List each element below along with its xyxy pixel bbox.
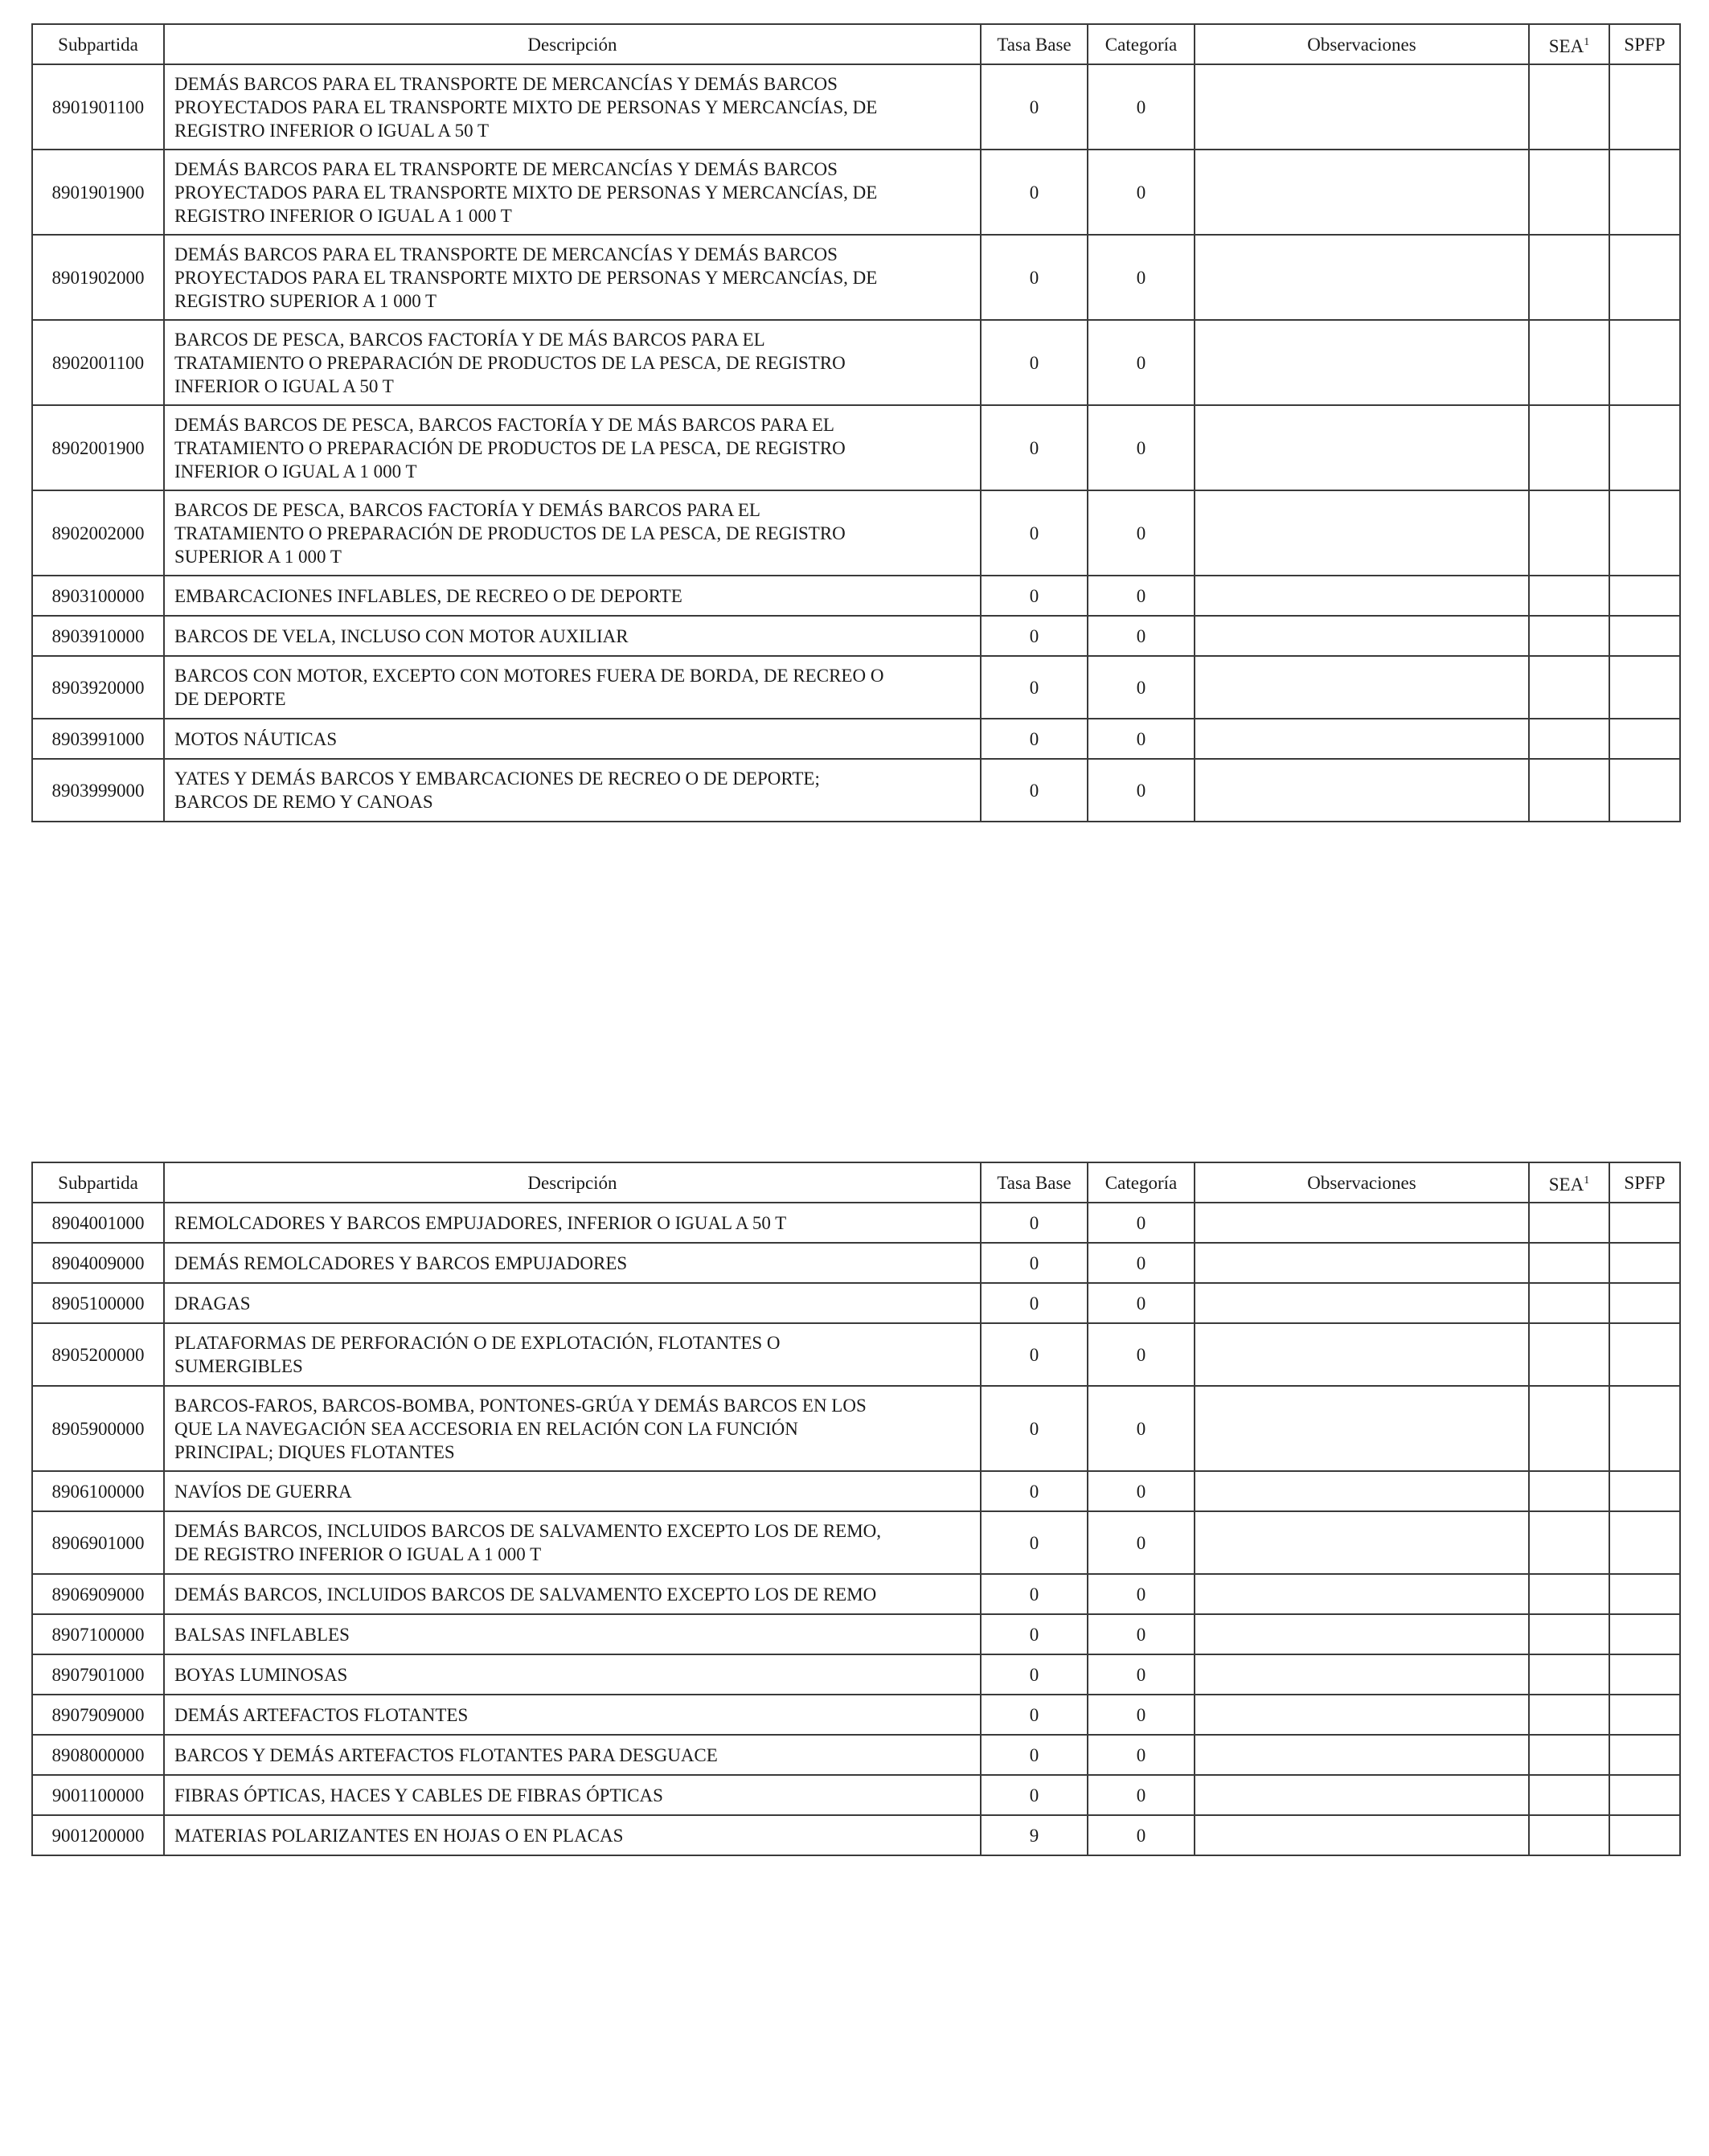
spfp-cell [1609,759,1680,822]
spfp-cell [1609,1386,1680,1471]
spfp-cell [1609,150,1680,235]
table-row [32,150,1680,235]
descripcion-cell [164,1471,981,1511]
subpartida-cell: 8906901000 [32,1511,164,1574]
tasa-base-cell: 0 [981,576,1088,616]
sea-label: SEA [1548,1174,1584,1195]
categoria-cell: 0 [1088,1283,1195,1323]
categoria-cell: 0 [1088,1323,1195,1386]
descripcion-line: QUE LA NAVEGACIÓN SEA ACCESORIA EN RELACIÓN CON LA FUNCIÓN [174,1418,798,1439]
observaciones-cell [1195,1471,1529,1511]
descripcion-cell [164,490,981,576]
descripcion-cell [164,576,981,616]
descripcion-line: DEMÁS BARCOS DE PESCA, BARCOS FACTORÍA Y DE MÁS BARCOS PARA EL [174,414,834,435]
descripcion-line: YATES Y DEMÁS BARCOS Y EMBARCACIONES DE RECREO O DE DEPORTE; [174,769,820,789]
sea-cell [1529,656,1609,719]
descripcion-line: PROYECTADOS PARA EL TRANSPORTE MIXTO DE PERSONAS Y MERCANCÍAS, DE [174,267,878,288]
table-row [32,1735,1680,1775]
subpartida-cell: 8903999000 [32,759,164,822]
observaciones-cell [1195,150,1529,235]
observaciones-cell [1195,1203,1529,1243]
spfp-cell [1609,1654,1680,1695]
sea-cell [1529,1511,1609,1574]
tasa-base-cell: 9 [981,1815,1088,1855]
table-row [32,719,1680,759]
categoria-cell: 0 [1088,490,1195,576]
descripcion-cell [164,616,981,656]
sea-cell [1529,576,1609,616]
sea-cell [1529,1386,1609,1471]
sea-cell [1529,759,1609,822]
table-row [32,1386,1680,1471]
subpartida-cell: 8902001900 [32,405,164,490]
observaciones-cell [1195,1323,1529,1386]
descripcion-line: REGISTRO INFERIOR O IGUAL A 1 000 T [174,205,512,226]
subpartida-cell: 8907100000 [32,1614,164,1654]
categoria-cell: 0 [1088,1735,1195,1775]
descripcion-line: DRAGAS [174,1293,251,1314]
table-row [32,1695,1680,1735]
sea-cell [1529,405,1609,490]
descripcion-cell [164,759,981,822]
sea-footnote-marker: 1 [1584,1174,1590,1187]
descripcion-line: BALSAS INFLABLES [174,1624,350,1645]
table-row [32,64,1680,150]
tasa-base-cell: 0 [981,1323,1088,1386]
descripcion-line: DEMÁS REMOLCADORES Y BARCOS EMPUJADORES [174,1252,628,1273]
descripcion-line: PRINCIPAL; DIQUES FLOTANTES [174,1441,455,1462]
sea-cell [1529,235,1609,320]
descripcion-line: DE DEPORTE [174,689,286,709]
descripcion-line: DEMÁS BARCOS PARA EL TRANSPORTE DE MERCANCÍAS Y DEMÁS BARCOS [174,244,838,264]
descripcion-cell [164,1283,981,1323]
header-row [32,1162,1680,1203]
descripcion-line: MOTOS NÁUTICAS [174,728,338,749]
observaciones-cell [1195,320,1529,405]
categoria-cell: 0 [1088,150,1195,235]
observaciones-cell [1195,1511,1529,1574]
table-row [32,490,1680,576]
spfp-cell [1609,576,1680,616]
spfp-cell [1609,719,1680,759]
tasa-base-cell: 0 [981,1735,1088,1775]
spfp-cell [1609,405,1680,490]
tasa-base-cell: 0 [981,1243,1088,1283]
tariff-table-1 [31,23,1681,822]
descripcion-cell [164,1386,981,1471]
descripcion-cell [164,719,981,759]
tasa-base-cell: 0 [981,1775,1088,1815]
spfp-cell [1609,1614,1680,1654]
col-header-observaciones: Observaciones [1195,1162,1529,1203]
subpartida-cell: 8907909000 [32,1695,164,1735]
sea-cell [1529,719,1609,759]
descripcion-line: DEMÁS ARTEFACTOS FLOTANTES [174,1704,469,1725]
observaciones-cell [1195,1614,1529,1654]
sea-cell [1529,1574,1609,1614]
descripcion-cell [164,1775,981,1815]
subpartida-cell: 8901901100 [32,64,164,150]
col-header-spfp: SPFP [1609,1162,1680,1203]
descripcion-line: PLATAFORMAS DE PERFORACIÓN O DE EXPLOTACIÓN, FLOTANTES O [174,1333,781,1353]
categoria-cell: 0 [1088,1775,1195,1815]
categoria-cell: 0 [1088,1511,1195,1574]
subpartida-cell: 8902001100 [32,320,164,405]
sea-footnote-marker: 1 [1584,36,1590,48]
categoria-cell: 0 [1088,1695,1195,1735]
subpartida-cell: 8906100000 [32,1471,164,1511]
spfp-cell [1609,1695,1680,1735]
col-header-categoria: Categoría [1088,1162,1195,1203]
subpartida-cell: 9001100000 [32,1775,164,1815]
subpartida-cell: 8907901000 [32,1654,164,1695]
descripcion-line: EMBARCACIONES INFLABLES, DE RECREO O DE DEPORTE [174,585,682,606]
col-header-tasa-base: Tasa Base [981,24,1088,64]
table-row [32,1203,1680,1243]
descripcion-cell [164,1511,981,1574]
spfp-cell [1609,1203,1680,1243]
spfp-cell [1609,1323,1680,1386]
sea-cell [1529,1323,1609,1386]
descripcion-cell [164,405,981,490]
subpartida-cell: 9001200000 [32,1815,164,1855]
descripcion-cell [164,1203,981,1243]
table-row [32,1323,1680,1386]
sea-cell [1529,1243,1609,1283]
descripcion-line: FIBRAS ÓPTICAS, HACES Y CABLES DE FIBRAS ÓPTICAS [174,1785,663,1806]
col-header-descripcion: Descripción [164,1162,981,1203]
descripcion-cell [164,1654,981,1695]
categoria-cell: 0 [1088,320,1195,405]
subpartida-cell: 8905200000 [32,1323,164,1386]
table-row [32,1815,1680,1855]
descripcion-line: BARCOS DE REMO Y CANOAS [174,792,433,812]
table-row [32,616,1680,656]
spfp-cell [1609,64,1680,150]
observaciones-cell [1195,64,1529,150]
spfp-cell [1609,1243,1680,1283]
spfp-cell [1609,235,1680,320]
tasa-base-cell: 0 [981,64,1088,150]
sea-cell [1529,320,1609,405]
subpartida-cell: 8905100000 [32,1283,164,1323]
col-header-observaciones: Observaciones [1195,24,1529,64]
table-row [32,576,1680,616]
sea-cell [1529,490,1609,576]
observaciones-cell [1195,1775,1529,1815]
descripcion-line: REGISTRO INFERIOR O IGUAL A 50 T [174,120,490,141]
tasa-base-cell: 0 [981,1654,1088,1695]
table-row [32,1775,1680,1815]
table-row [32,1511,1680,1574]
descripcion-line: REMOLCADORES Y BARCOS EMPUJADORES, INFERIOR O IGUAL A 50 T [174,1212,787,1233]
descripcion-line: SUPERIOR A 1 000 T [174,546,342,567]
tasa-base-cell: 0 [981,1203,1088,1243]
descripcion-line: BARCOS CON MOTOR, EXCEPTO CON MOTORES FUERA DE BORDA, DE RECREO O [174,666,884,686]
sea-cell [1529,616,1609,656]
col-header-subpartida: Subpartida [32,1162,164,1203]
descripcion-line: PROYECTADOS PARA EL TRANSPORTE MIXTO DE PERSONAS Y MERCANCÍAS, DE [174,182,878,203]
col-header-categoria: Categoría [1088,24,1195,64]
subpartida-cell: 8902002000 [32,490,164,576]
observaciones-cell [1195,1815,1529,1855]
descripcion-cell [164,1614,981,1654]
observaciones-cell [1195,1243,1529,1283]
observaciones-cell [1195,235,1529,320]
descripcion-line: TRATAMIENTO O PREPARACIÓN DE PRODUCTOS DE LA PESCA, DE REGISTRO [174,437,846,458]
tasa-base-cell: 0 [981,490,1088,576]
spfp-cell [1609,616,1680,656]
descripcion-line: BARCOS Y DEMÁS ARTEFACTOS FLOTANTES PARA DESGUACE [174,1744,718,1765]
categoria-cell: 0 [1088,616,1195,656]
categoria-cell: 0 [1088,576,1195,616]
table-row [32,235,1680,320]
table-row [32,405,1680,490]
table-row [32,656,1680,719]
table-row [32,1471,1680,1511]
subpartida-cell: 8903910000 [32,616,164,656]
sea-cell [1529,1654,1609,1695]
tasa-base-cell: 0 [981,1614,1088,1654]
descripcion-line: DE REGISTRO INFERIOR O IGUAL A 1 000 T [174,1544,542,1564]
descripcion-line: REGISTRO SUPERIOR A 1 000 T [174,290,437,311]
spfp-cell [1609,320,1680,405]
spfp-cell [1609,656,1680,719]
descripcion-line: TRATAMIENTO O PREPARACIÓN DE PRODUCTOS DE LA PESCA, DE REGISTRO [174,352,846,373]
col-header-spfp: SPFP [1609,24,1680,64]
sea-cell [1529,1815,1609,1855]
tasa-base-cell: 0 [981,1574,1088,1614]
observaciones-cell [1195,405,1529,490]
descripcion-line: DEMÁS BARCOS, INCLUIDOS BARCOS DE SALVAMENTO EXCEPTO LOS DE REMO [174,1584,877,1605]
descripcion-cell [164,1574,981,1614]
descripcion-cell [164,150,981,235]
descripcion-line: BARCOS DE PESCA, BARCOS FACTORÍA Y DEMÁS BARCOS PARA EL [174,499,760,520]
spfp-cell [1609,1511,1680,1574]
subpartida-cell: 8901902000 [32,235,164,320]
descripcion-cell [164,1695,981,1735]
subpartida-cell: 8901901900 [32,150,164,235]
subpartida-cell: 8903991000 [32,719,164,759]
categoria-cell: 0 [1088,1471,1195,1511]
col-header-subpartida: Subpartida [32,24,164,64]
spfp-cell [1609,1815,1680,1855]
categoria-cell: 0 [1088,1386,1195,1471]
categoria-cell: 0 [1088,1815,1195,1855]
descripcion-line: BARCOS DE VELA, INCLUSO CON MOTOR AUXILIAR [174,625,629,646]
observaciones-cell [1195,1735,1529,1775]
subpartida-cell: 8904001000 [32,1203,164,1243]
descripcion-cell [164,1243,981,1283]
descripcion-line: PROYECTADOS PARA EL TRANSPORTE MIXTO DE PERSONAS Y MERCANCÍAS, DE [174,96,878,117]
categoria-cell: 0 [1088,235,1195,320]
table-row [32,1654,1680,1695]
descripcion-line: TRATAMIENTO O PREPARACIÓN DE PRODUCTOS DE LA PESCA, DE REGISTRO [174,523,846,543]
spfp-cell [1609,1283,1680,1323]
table-row [32,320,1680,405]
tasa-base-cell: 0 [981,616,1088,656]
categoria-cell: 0 [1088,405,1195,490]
observaciones-cell [1195,1283,1529,1323]
categoria-cell: 0 [1088,64,1195,150]
descripcion-line: INFERIOR O IGUAL A 50 T [174,375,394,396]
tasa-base-cell: 0 [981,1471,1088,1511]
descripcion-line: MATERIAS POLARIZANTES EN HOJAS O EN PLACAS [174,1825,624,1846]
table-row [32,1283,1680,1323]
sea-cell [1529,150,1609,235]
descripcion-line: SUMERGIBLES [174,1356,303,1376]
tasa-base-cell: 0 [981,1695,1088,1735]
subpartida-cell: 8903920000 [32,656,164,719]
categoria-cell: 0 [1088,1614,1195,1654]
descripcion-cell [164,656,981,719]
subpartida-cell: 8903100000 [32,576,164,616]
categoria-cell: 0 [1088,656,1195,719]
descripcion-cell [164,1815,981,1855]
descripcion-line: DEMÁS BARCOS PARA EL TRANSPORTE DE MERCANCÍAS Y DEMÁS BARCOS [174,158,838,179]
sea-cell [1529,1614,1609,1654]
subpartida-cell: 8908000000 [32,1735,164,1775]
sea-cell [1529,1775,1609,1815]
observaciones-cell [1195,490,1529,576]
col-header-sea [1529,24,1609,64]
tasa-base-cell: 0 [981,150,1088,235]
table-row [32,1243,1680,1283]
descripcion-line: DEMÁS BARCOS PARA EL TRANSPORTE DE MERCANCÍAS Y DEMÁS BARCOS [174,73,838,94]
observaciones-cell [1195,576,1529,616]
observaciones-cell [1195,656,1529,719]
tasa-base-cell: 0 [981,656,1088,719]
spfp-cell [1609,1735,1680,1775]
table-row [32,1574,1680,1614]
descripcion-line: INFERIOR O IGUAL A 1 000 T [174,461,417,482]
descripcion-cell [164,1735,981,1775]
descripcion-line: DEMÁS BARCOS, INCLUIDOS BARCOS DE SALVAMENTO EXCEPTO LOS DE REMO, [174,1521,882,1541]
descripcion-line: NAVÍOS DE GUERRA [174,1481,352,1502]
observaciones-cell [1195,759,1529,822]
spfp-cell [1609,1775,1680,1815]
tasa-base-cell: 0 [981,1283,1088,1323]
spfp-cell [1609,1574,1680,1614]
sea-cell [1529,64,1609,150]
categoria-cell: 0 [1088,1654,1195,1695]
descripcion-line: BOYAS LUMINOSAS [174,1664,348,1685]
categoria-cell: 0 [1088,759,1195,822]
observaciones-cell [1195,616,1529,656]
descripcion-cell [164,235,981,320]
col-header-tasa-base: Tasa Base [981,1162,1088,1203]
tasa-base-cell: 0 [981,759,1088,822]
descripcion-line: BARCOS DE PESCA, BARCOS FACTORÍA Y DE MÁS BARCOS PARA EL [174,329,765,350]
sea-cell [1529,1695,1609,1735]
categoria-cell: 0 [1088,719,1195,759]
table-row [32,759,1680,822]
observaciones-cell [1195,1654,1529,1695]
observaciones-cell [1195,1386,1529,1471]
sea-label: SEA [1548,36,1584,56]
table-row [32,1614,1680,1654]
categoria-cell: 0 [1088,1203,1195,1243]
categoria-cell: 0 [1088,1243,1195,1283]
tasa-base-cell: 0 [981,320,1088,405]
observaciones-cell [1195,1695,1529,1735]
tasa-base-cell: 0 [981,405,1088,490]
col-header-descripcion: Descripción [164,24,981,64]
tasa-base-cell: 0 [981,1511,1088,1574]
subpartida-cell: 8904009000 [32,1243,164,1283]
col-header-sea [1529,1162,1609,1203]
tasa-base-cell: 0 [981,719,1088,759]
tasa-base-cell: 0 [981,1386,1088,1471]
sea-cell [1529,1283,1609,1323]
sea-cell [1529,1735,1609,1775]
tariff-table-2 [31,1162,1681,1856]
subpartida-cell: 8905900000 [32,1386,164,1471]
header-row [32,24,1680,64]
observaciones-cell [1195,719,1529,759]
spfp-cell [1609,490,1680,576]
descripcion-cell [164,64,981,150]
spfp-cell [1609,1471,1680,1511]
sea-cell [1529,1471,1609,1511]
subpartida-cell: 8906909000 [32,1574,164,1614]
descripcion-line: BARCOS-FAROS, BARCOS-BOMBA, PONTONES-GRÚA Y DEMÁS BARCOS EN LOS [174,1395,867,1416]
sea-cell [1529,1203,1609,1243]
descripcion-cell [164,1323,981,1386]
categoria-cell: 0 [1088,1574,1195,1614]
descripcion-cell [164,320,981,405]
observaciones-cell [1195,1574,1529,1614]
tasa-base-cell: 0 [981,235,1088,320]
